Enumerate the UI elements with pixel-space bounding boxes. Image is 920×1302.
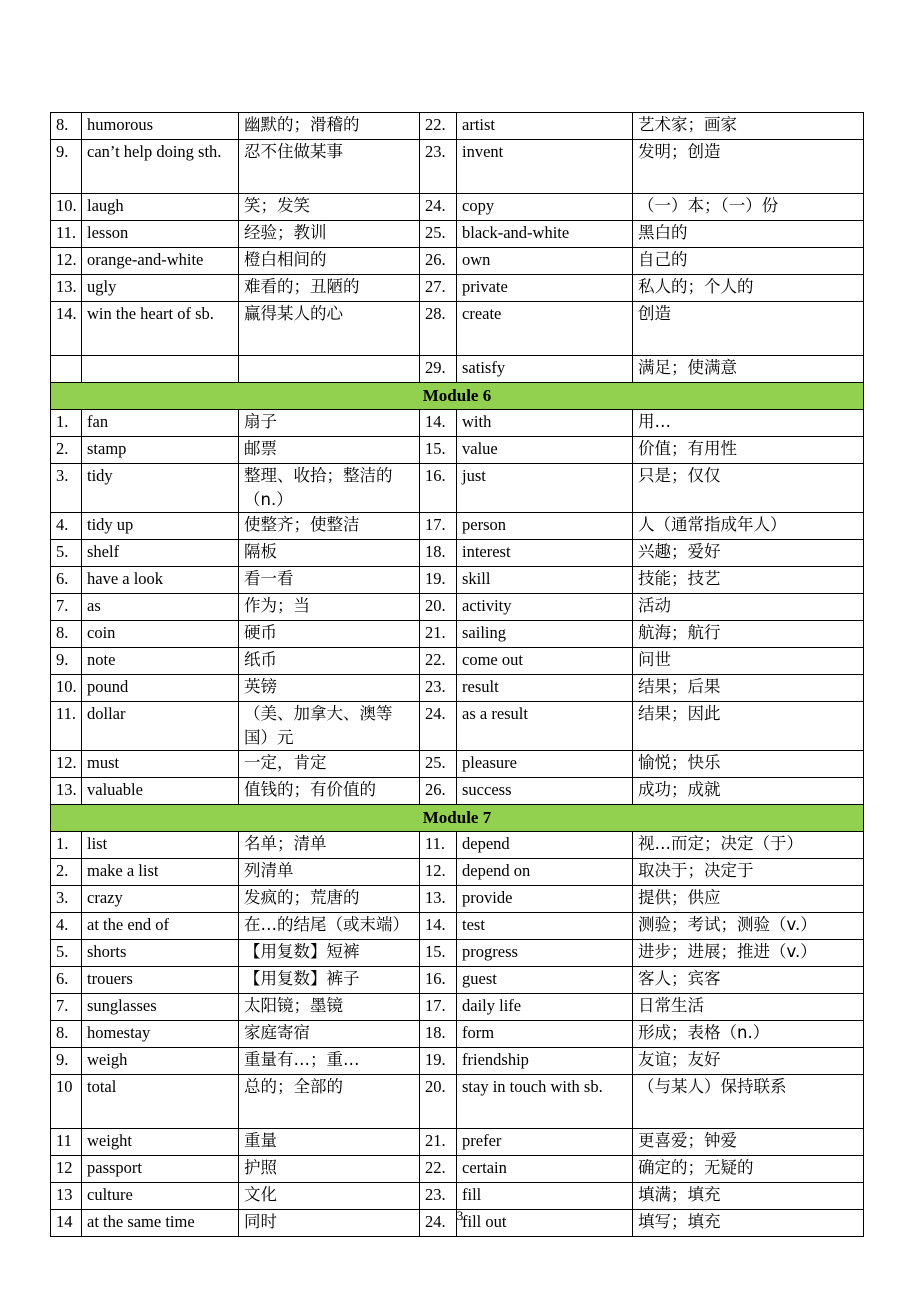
item-number: 25. (420, 751, 457, 778)
item-number: 14 (51, 1210, 82, 1237)
item-number: 24. (420, 194, 457, 221)
item-number: 28. (420, 302, 457, 356)
item-number: 21. (420, 621, 457, 648)
vocab-row (51, 1183, 864, 1210)
english-word: invent (457, 140, 633, 194)
vocab-row (51, 1021, 864, 1048)
chinese-meaning: 隔板 (239, 540, 420, 567)
item-number: 20. (420, 594, 457, 621)
item-number: 14. (420, 410, 457, 437)
item-number (51, 356, 82, 383)
vocab-row (51, 513, 864, 540)
english-word: valuable (82, 778, 239, 805)
english-word: tidy (82, 464, 239, 513)
vocab-row (51, 356, 864, 383)
item-number: 25. (420, 221, 457, 248)
vocab-row (51, 994, 864, 1021)
item-number: 3. (51, 464, 82, 513)
chinese-meaning: 作为；当 (239, 594, 420, 621)
english-word: depend (457, 832, 633, 859)
chinese-meaning: 黑白的 (633, 221, 864, 248)
english-word: humorous (82, 113, 239, 140)
english-word: as (82, 594, 239, 621)
english-word: pound (82, 675, 239, 702)
chinese-meaning: 提供；供应 (633, 886, 864, 913)
vocab-row (51, 913, 864, 940)
english-word: as a result (457, 702, 633, 751)
chinese-meaning: 【用复数】短裤 (239, 940, 420, 967)
chinese-meaning: 填满；填充 (633, 1183, 864, 1210)
item-number: 12 (51, 1156, 82, 1183)
item-number: 20. (420, 1075, 457, 1129)
item-number: 2. (51, 437, 82, 464)
chinese-meaning: 视…而定；决定（于） (633, 832, 864, 859)
chinese-meaning: 结果；因此 (633, 702, 864, 751)
vocab-row (51, 859, 864, 886)
item-number: 16. (420, 967, 457, 994)
vocab-row (51, 113, 864, 140)
chinese-meaning: 愉悦；快乐 (633, 751, 864, 778)
item-number: 18. (420, 540, 457, 567)
chinese-meaning: 结果；后果 (633, 675, 864, 702)
chinese-meaning: 难看的；丑陋的 (239, 275, 420, 302)
item-number: 23. (420, 140, 457, 194)
chinese-meaning: 经验；教训 (239, 221, 420, 248)
module-heading-row (51, 805, 864, 832)
item-number: 4. (51, 513, 82, 540)
item-number: 13. (51, 778, 82, 805)
item-number: 11 (51, 1129, 82, 1156)
chinese-meaning: 一定，肯定 (239, 751, 420, 778)
vocab-row (51, 1129, 864, 1156)
item-number: 15. (420, 437, 457, 464)
item-number: 12. (420, 859, 457, 886)
english-word: depend on (457, 859, 633, 886)
chinese-meaning: 家庭寄宿 (239, 1021, 420, 1048)
item-number: 18. (420, 1021, 457, 1048)
english-word: with (457, 410, 633, 437)
chinese-meaning: 客人；宾客 (633, 967, 864, 994)
vocab-row (51, 437, 864, 464)
english-word: sailing (457, 621, 633, 648)
english-word: fill out (457, 1210, 633, 1237)
vocab-row (51, 1075, 864, 1129)
chinese-meaning: 纸币 (239, 648, 420, 675)
chinese-meaning: 航海；航行 (633, 621, 864, 648)
chinese-meaning: 用… (633, 410, 864, 437)
vocabulary-table (50, 112, 864, 1237)
english-word: orange-and-white (82, 248, 239, 275)
english-word: passport (82, 1156, 239, 1183)
english-word: person (457, 513, 633, 540)
item-number: 10. (51, 194, 82, 221)
page-number: 3 (456, 1208, 464, 1223)
vocab-row (51, 567, 864, 594)
english-word: progress (457, 940, 633, 967)
chinese-meaning (239, 356, 420, 383)
chinese-meaning: 问世 (633, 648, 864, 675)
english-word: artist (457, 113, 633, 140)
item-number: 13. (420, 886, 457, 913)
item-number: 13 (51, 1183, 82, 1210)
vocab-row (51, 464, 864, 513)
chinese-meaning: （美、加拿大、澳等国）元 (239, 702, 420, 751)
chinese-meaning: 硬币 (239, 621, 420, 648)
vocab-row (51, 410, 864, 437)
item-number: 23. (420, 675, 457, 702)
item-number: 17. (420, 994, 457, 1021)
vocab-row (51, 248, 864, 275)
english-word: interest (457, 540, 633, 567)
chinese-meaning: 取决于；决定于 (633, 859, 864, 886)
chinese-meaning: 整理、收拾；整洁的（n.） (239, 464, 420, 513)
english-word: culture (82, 1183, 239, 1210)
item-number: 6. (51, 967, 82, 994)
chinese-meaning: 看一看 (239, 567, 420, 594)
english-word: list (82, 832, 239, 859)
item-number: 22. (420, 1156, 457, 1183)
vocab-row (51, 778, 864, 805)
chinese-meaning: 护照 (239, 1156, 420, 1183)
chinese-meaning: 创造 (633, 302, 864, 356)
english-word: success (457, 778, 633, 805)
item-number: 7. (51, 994, 82, 1021)
english-word: make a list (82, 859, 239, 886)
item-number: 14. (51, 302, 82, 356)
chinese-meaning: 价值；有用性 (633, 437, 864, 464)
item-number: 29. (420, 356, 457, 383)
english-word: can’t help doing sth. (82, 140, 239, 194)
english-word: have a look (82, 567, 239, 594)
item-number: 3. (51, 886, 82, 913)
chinese-meaning: 值钱的；有价值的 (239, 778, 420, 805)
english-word: sunglasses (82, 994, 239, 1021)
chinese-meaning: 发明；创造 (633, 140, 864, 194)
vocab-row (51, 275, 864, 302)
chinese-meaning: 测验；考试；测验（v.） (633, 913, 864, 940)
vocab-row (51, 540, 864, 567)
chinese-meaning: （与某人）保持联系 (633, 1075, 864, 1129)
module-heading: Module 6 (51, 383, 864, 410)
chinese-meaning: 同时 (239, 1210, 420, 1237)
vocab-row (51, 221, 864, 248)
chinese-meaning: 扇子 (239, 410, 420, 437)
item-number: 6. (51, 567, 82, 594)
item-number: 9. (51, 648, 82, 675)
vocab-row (51, 1156, 864, 1183)
chinese-meaning: 进步；进展；推进（v.） (633, 940, 864, 967)
english-word: homestay (82, 1021, 239, 1048)
chinese-meaning: 英镑 (239, 675, 420, 702)
chinese-meaning: 列清单 (239, 859, 420, 886)
english-word: win the heart of sb. (82, 302, 239, 356)
item-number: 5. (51, 940, 82, 967)
chinese-meaning: 只是；仅仅 (633, 464, 864, 513)
item-number: 19. (420, 1048, 457, 1075)
english-word: weigh (82, 1048, 239, 1075)
english-word: stamp (82, 437, 239, 464)
english-word: test (457, 913, 633, 940)
chinese-meaning: 名单；清单 (239, 832, 420, 859)
chinese-meaning: 太阳镜；墨镜 (239, 994, 420, 1021)
vocab-row (51, 140, 864, 194)
item-number: 12. (51, 751, 82, 778)
item-number: 5. (51, 540, 82, 567)
english-word: value (457, 437, 633, 464)
vocab-row (51, 194, 864, 221)
chinese-meaning: 友谊；友好 (633, 1048, 864, 1075)
english-word: must (82, 751, 239, 778)
english-word: create (457, 302, 633, 356)
chinese-meaning: 幽默的；滑稽的 (239, 113, 420, 140)
item-number: 12. (51, 248, 82, 275)
english-word: copy (457, 194, 633, 221)
english-word: weight (82, 1129, 239, 1156)
module-heading-row (51, 383, 864, 410)
chinese-meaning: 日常生活 (633, 994, 864, 1021)
vocab-row (51, 621, 864, 648)
chinese-meaning: 【用复数】裤子 (239, 967, 420, 994)
english-word: black-and-white (457, 221, 633, 248)
vocab-row (51, 940, 864, 967)
chinese-meaning: （一）本；（一）份 (633, 194, 864, 221)
vocab-row (51, 967, 864, 994)
chinese-meaning: 技能；技艺 (633, 567, 864, 594)
chinese-meaning: 填写；填充 (633, 1210, 864, 1237)
english-word: provide (457, 886, 633, 913)
english-word: own (457, 248, 633, 275)
item-number: 1. (51, 410, 82, 437)
chinese-meaning: 发疯的；荒唐的 (239, 886, 420, 913)
chinese-meaning: 人（通常指成年人） (633, 513, 864, 540)
item-number: 15. (420, 940, 457, 967)
vocab-row (51, 302, 864, 356)
item-number: 8. (51, 113, 82, 140)
item-number: 7. (51, 594, 82, 621)
item-number: 11. (51, 702, 82, 751)
english-word: form (457, 1021, 633, 1048)
english-word: note (82, 648, 239, 675)
chinese-meaning: 橙白相间的 (239, 248, 420, 275)
chinese-meaning: 活动 (633, 594, 864, 621)
chinese-meaning: 文化 (239, 1183, 420, 1210)
english-word: crazy (82, 886, 239, 913)
item-number: 1. (51, 832, 82, 859)
english-word: trouers (82, 967, 239, 994)
english-word: fan (82, 410, 239, 437)
chinese-meaning: 艺术家；画家 (633, 113, 864, 140)
chinese-meaning: 形成；表格（n.） (633, 1021, 864, 1048)
english-word: result (457, 675, 633, 702)
chinese-meaning: 重量 (239, 1129, 420, 1156)
item-number: 8. (51, 621, 82, 648)
item-number: 16. (420, 464, 457, 513)
item-number: 21. (420, 1129, 457, 1156)
chinese-meaning: 赢得某人的心 (239, 302, 420, 356)
vocab-row (51, 832, 864, 859)
item-number: 23. (420, 1183, 457, 1210)
english-word: dollar (82, 702, 239, 751)
item-number: 22. (420, 113, 457, 140)
item-number: 4. (51, 913, 82, 940)
chinese-meaning: 重量有…；重… (239, 1048, 420, 1075)
item-number: 17. (420, 513, 457, 540)
chinese-meaning: 私人的；个人的 (633, 275, 864, 302)
item-number: 9. (51, 1048, 82, 1075)
vocab-row (51, 675, 864, 702)
english-word: friendship (457, 1048, 633, 1075)
item-number: 8. (51, 1021, 82, 1048)
english-word: total (82, 1075, 239, 1129)
vocab-row (51, 886, 864, 913)
english-word: fill (457, 1183, 633, 1210)
vocab-row (51, 594, 864, 621)
english-word: certain (457, 1156, 633, 1183)
item-number: 10. (51, 675, 82, 702)
item-number: 26. (420, 248, 457, 275)
item-number: 19. (420, 567, 457, 594)
english-word: skill (457, 567, 633, 594)
chinese-meaning: 成功；成就 (633, 778, 864, 805)
chinese-meaning: 忍不住做某事 (239, 140, 420, 194)
english-word: ugly (82, 275, 239, 302)
item-number: 10 (51, 1075, 82, 1129)
item-number: 14. (420, 913, 457, 940)
vocab-row (51, 1048, 864, 1075)
chinese-meaning: 确定的；无疑的 (633, 1156, 864, 1183)
module-heading: Module 7 (51, 805, 864, 832)
chinese-meaning: 总的；全部的 (239, 1075, 420, 1129)
chinese-meaning: 使整齐；使整洁 (239, 513, 420, 540)
chinese-meaning: 更喜爱；钟爱 (633, 1129, 864, 1156)
item-number: 22. (420, 648, 457, 675)
english-word: at the same time (82, 1210, 239, 1237)
english-word: activity (457, 594, 633, 621)
item-number: 24. (420, 1210, 457, 1237)
english-word: shelf (82, 540, 239, 567)
item-number: 27. (420, 275, 457, 302)
chinese-meaning: 满足；使满意 (633, 356, 864, 383)
english-word: private (457, 275, 633, 302)
item-number: 11. (51, 221, 82, 248)
english-word: pleasure (457, 751, 633, 778)
english-word: laugh (82, 194, 239, 221)
english-word: lesson (82, 221, 239, 248)
english-word: guest (457, 967, 633, 994)
chinese-meaning: 笑；发笑 (239, 194, 420, 221)
vocab-row (51, 751, 864, 778)
english-word: at the end of (82, 913, 239, 940)
item-number: 9. (51, 140, 82, 194)
english-word: stay in touch with sb. (457, 1075, 633, 1129)
item-number: 24. (420, 702, 457, 751)
chinese-meaning: 自己的 (633, 248, 864, 275)
item-number: 2. (51, 859, 82, 886)
english-word (82, 356, 239, 383)
english-word: come out (457, 648, 633, 675)
english-word: prefer (457, 1129, 633, 1156)
vocab-row (51, 648, 864, 675)
english-word: just (457, 464, 633, 513)
item-number: 11. (420, 832, 457, 859)
vocab-row (51, 702, 864, 751)
item-number: 13. (51, 275, 82, 302)
english-word: daily life (457, 994, 633, 1021)
english-word: tidy up (82, 513, 239, 540)
chinese-meaning: 邮票 (239, 437, 420, 464)
chinese-meaning: 在…的结尾（或末端） (239, 913, 420, 940)
english-word: shorts (82, 940, 239, 967)
english-word: satisfy (457, 356, 633, 383)
english-word: coin (82, 621, 239, 648)
chinese-meaning: 兴趣；爱好 (633, 540, 864, 567)
item-number: 26. (420, 778, 457, 805)
